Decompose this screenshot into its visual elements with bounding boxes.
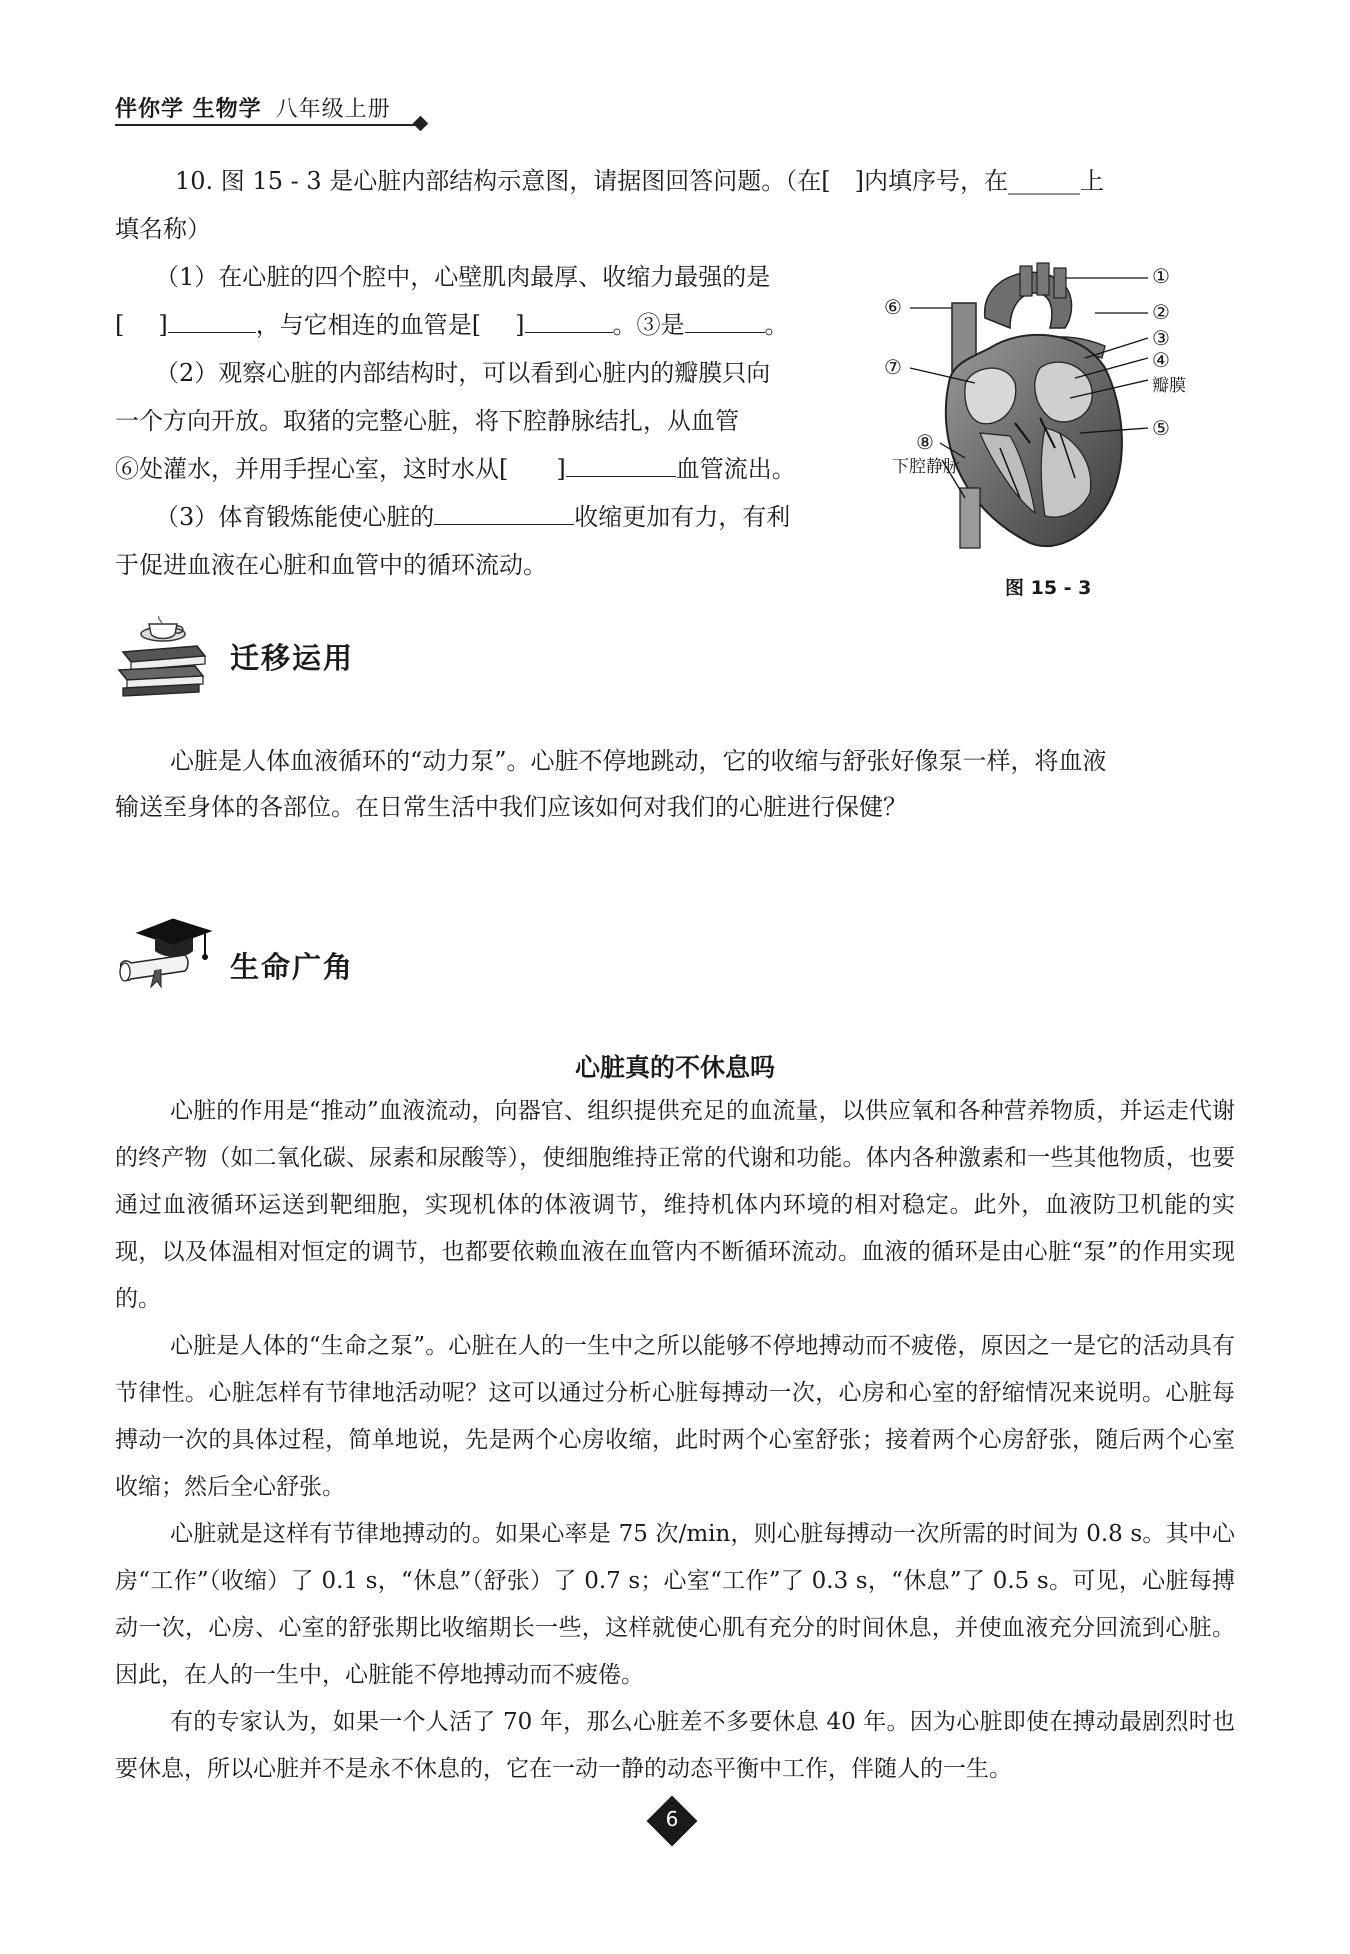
book-title-text: 伴你学 生物学 bbox=[115, 97, 262, 122]
section-transfer-header bbox=[115, 612, 615, 702]
section-life-title: 生命广角 bbox=[230, 950, 355, 984]
page-header bbox=[115, 92, 435, 132]
ivc-label: 下腔静脉 bbox=[892, 457, 960, 477]
question-10-line1: 10. 图 15 - 3 是心脏内部结构示意图，请据图回答问题。（在[ ]内填序号，在______上 bbox=[175, 167, 1104, 195]
article-paragraph: 有的专家认为，如果一个人活了 70 年，那么心脏差不多要休息 40 年。因为心脏即使在搏动最剧烈时也要休息，所以心脏并不是永不休息的，它在一动一静的动态平衡中工作，伴随人的一生。 bbox=[115, 1709, 1235, 1782]
page-number bbox=[648, 1797, 696, 1845]
q3-line1 bbox=[115, 493, 865, 541]
q3-text-a: （3）体育锻炼能使心脏的 bbox=[155, 503, 435, 531]
q1-line2 bbox=[115, 301, 865, 349]
q1-period: 。 bbox=[764, 311, 789, 339]
article-paragraph: 心脏的作用是“推动”血液流动，向器官、组织提供充足的血流量，以供应氧和各种营养物质，并运走代谢的终产物（如二氧化碳、尿素和尿酸等），使细胞维持正常的代谢和功能。体内各种激素和一些其他物质，也要通过血液循环运送到靶细胞，实现机体的体液调节，维持机体内环境的相对稳定。此外，血液防卫机能的实现，以及体温相对恒定的调节，也都要依赖血液在血管内不断循环流动。血液的循环是由心脏“泵”的作用实现的。 bbox=[115, 1098, 1235, 1312]
q3-text-b: 收缩更加有力，有利 bbox=[574, 503, 791, 531]
q1-blank-3[interactable] bbox=[685, 306, 765, 333]
valve-label: 瓣膜 bbox=[1152, 376, 1186, 396]
q2-line3 bbox=[115, 445, 865, 493]
article-paragraph: 心脏是人体的“生命之泵”。心脏在人的一生中之所以能够不停地搏动而不疲倦，原因之一是它的活动具有节律性。心脏怎样有节律地活动呢？这可以通过分析心脏每搏动一次，心房和心室的舒缩情况来说明。心脏每搏动一次的具体过程，简单地说，先是两个心房收缩，此时两个心室舒张；接着两个心房舒张，随后两个心室收缩；然后全心舒张。 bbox=[115, 1333, 1235, 1500]
q3-line2: 于促进血液在心脏和血管中的循环流动。 bbox=[115, 551, 547, 579]
figure-caption: 图 15 - 3 bbox=[1005, 577, 1092, 599]
article-body bbox=[115, 1088, 1235, 1793]
books-coffee-icon bbox=[115, 612, 210, 700]
q1-blank-1[interactable] bbox=[168, 306, 256, 333]
page-number-text: 6 bbox=[665, 1807, 679, 1831]
article-title: 心脏真的不休息吗 bbox=[574, 1053, 775, 1082]
grade-text: 八年级上册 bbox=[275, 97, 391, 122]
figure-label-6: ⑥ bbox=[884, 295, 902, 319]
q2-text-c: 血管流出。 bbox=[675, 455, 796, 483]
section-life-header bbox=[115, 915, 615, 1005]
q1-blank-2[interactable] bbox=[525, 306, 613, 333]
question-10-line2: 填名称） bbox=[115, 215, 211, 243]
heart-figure bbox=[880, 258, 1220, 598]
q2-text-a: ⑥处灌水，并用手捏心室，这时水从[ bbox=[115, 455, 509, 483]
figure-label-7: ⑦ bbox=[884, 355, 902, 379]
transfer-para-line2: 输送至身体的各部位。在日常生活中我们应该如何对我们的心脏进行保健？ bbox=[115, 793, 907, 821]
q2-line2: 一个方向开放。取猪的完整心脏，将下腔静脉结扎，从血管 bbox=[115, 407, 739, 435]
q2-blank[interactable] bbox=[566, 450, 676, 477]
figure-label-5: ⑤ bbox=[1152, 416, 1170, 440]
q1-bracket-open: [ bbox=[115, 311, 125, 339]
transfer-para-line1: 心脏是人体血液循环的“动力泵”。心脏不停地跳动，它的收缩与舒张好像泵一样，将血液 bbox=[170, 747, 1107, 775]
q3-blank[interactable] bbox=[434, 498, 574, 525]
figure-label-3: ③ bbox=[1152, 326, 1170, 350]
transfer-paragraph bbox=[115, 738, 1240, 830]
figure-label-8: ⑧ bbox=[916, 430, 934, 454]
q2-bracket-close: ] bbox=[556, 455, 566, 483]
q2-line1: （2）观察心脏的内部结构时，可以看到心脏内的瓣膜只向 bbox=[155, 359, 771, 387]
graduation-cap-diploma-icon bbox=[115, 915, 215, 995]
section-transfer-title: 迁移运用 bbox=[230, 641, 355, 675]
figure-label-1: ① bbox=[1152, 264, 1170, 288]
question-10-parts bbox=[115, 253, 865, 589]
q1-line1: （1）在心脏的四个腔中，心壁肌肉最厚、收缩力最强的是 bbox=[155, 263, 771, 291]
q1-text-vessel: ，与它相连的血管是[ bbox=[255, 311, 482, 339]
book-title bbox=[115, 92, 435, 123]
q1-text-3: 。③是 bbox=[612, 311, 685, 339]
figure-label-4: ④ bbox=[1152, 348, 1170, 372]
question-10 bbox=[115, 157, 1240, 253]
q1-bracket-close: ] bbox=[158, 311, 168, 339]
figure-label-2: ② bbox=[1152, 300, 1170, 324]
q1-bracket-close-2: ] bbox=[515, 311, 525, 339]
header-rule bbox=[115, 124, 420, 126]
article-paragraph: 心脏就是这样有节律地搏动的。如果心率是 75 次/min，则心脏每搏动一次所需的时间为 0.8 s。其中心房“工作”（收缩）了 0.1 s，“休息”（舒张）了 0.7 s；心室“工作”了 0.3 s，“休息”了 0.5 s。可见，心脏每搏动一次，心房、心室的舒张期比收缩期长一些，这样就使心肌有充分的时间休息，并使血液充分回流到心脏。因此，在人的一生中，心脏能不停地搏动而不疲倦。 bbox=[115, 1521, 1235, 1688]
